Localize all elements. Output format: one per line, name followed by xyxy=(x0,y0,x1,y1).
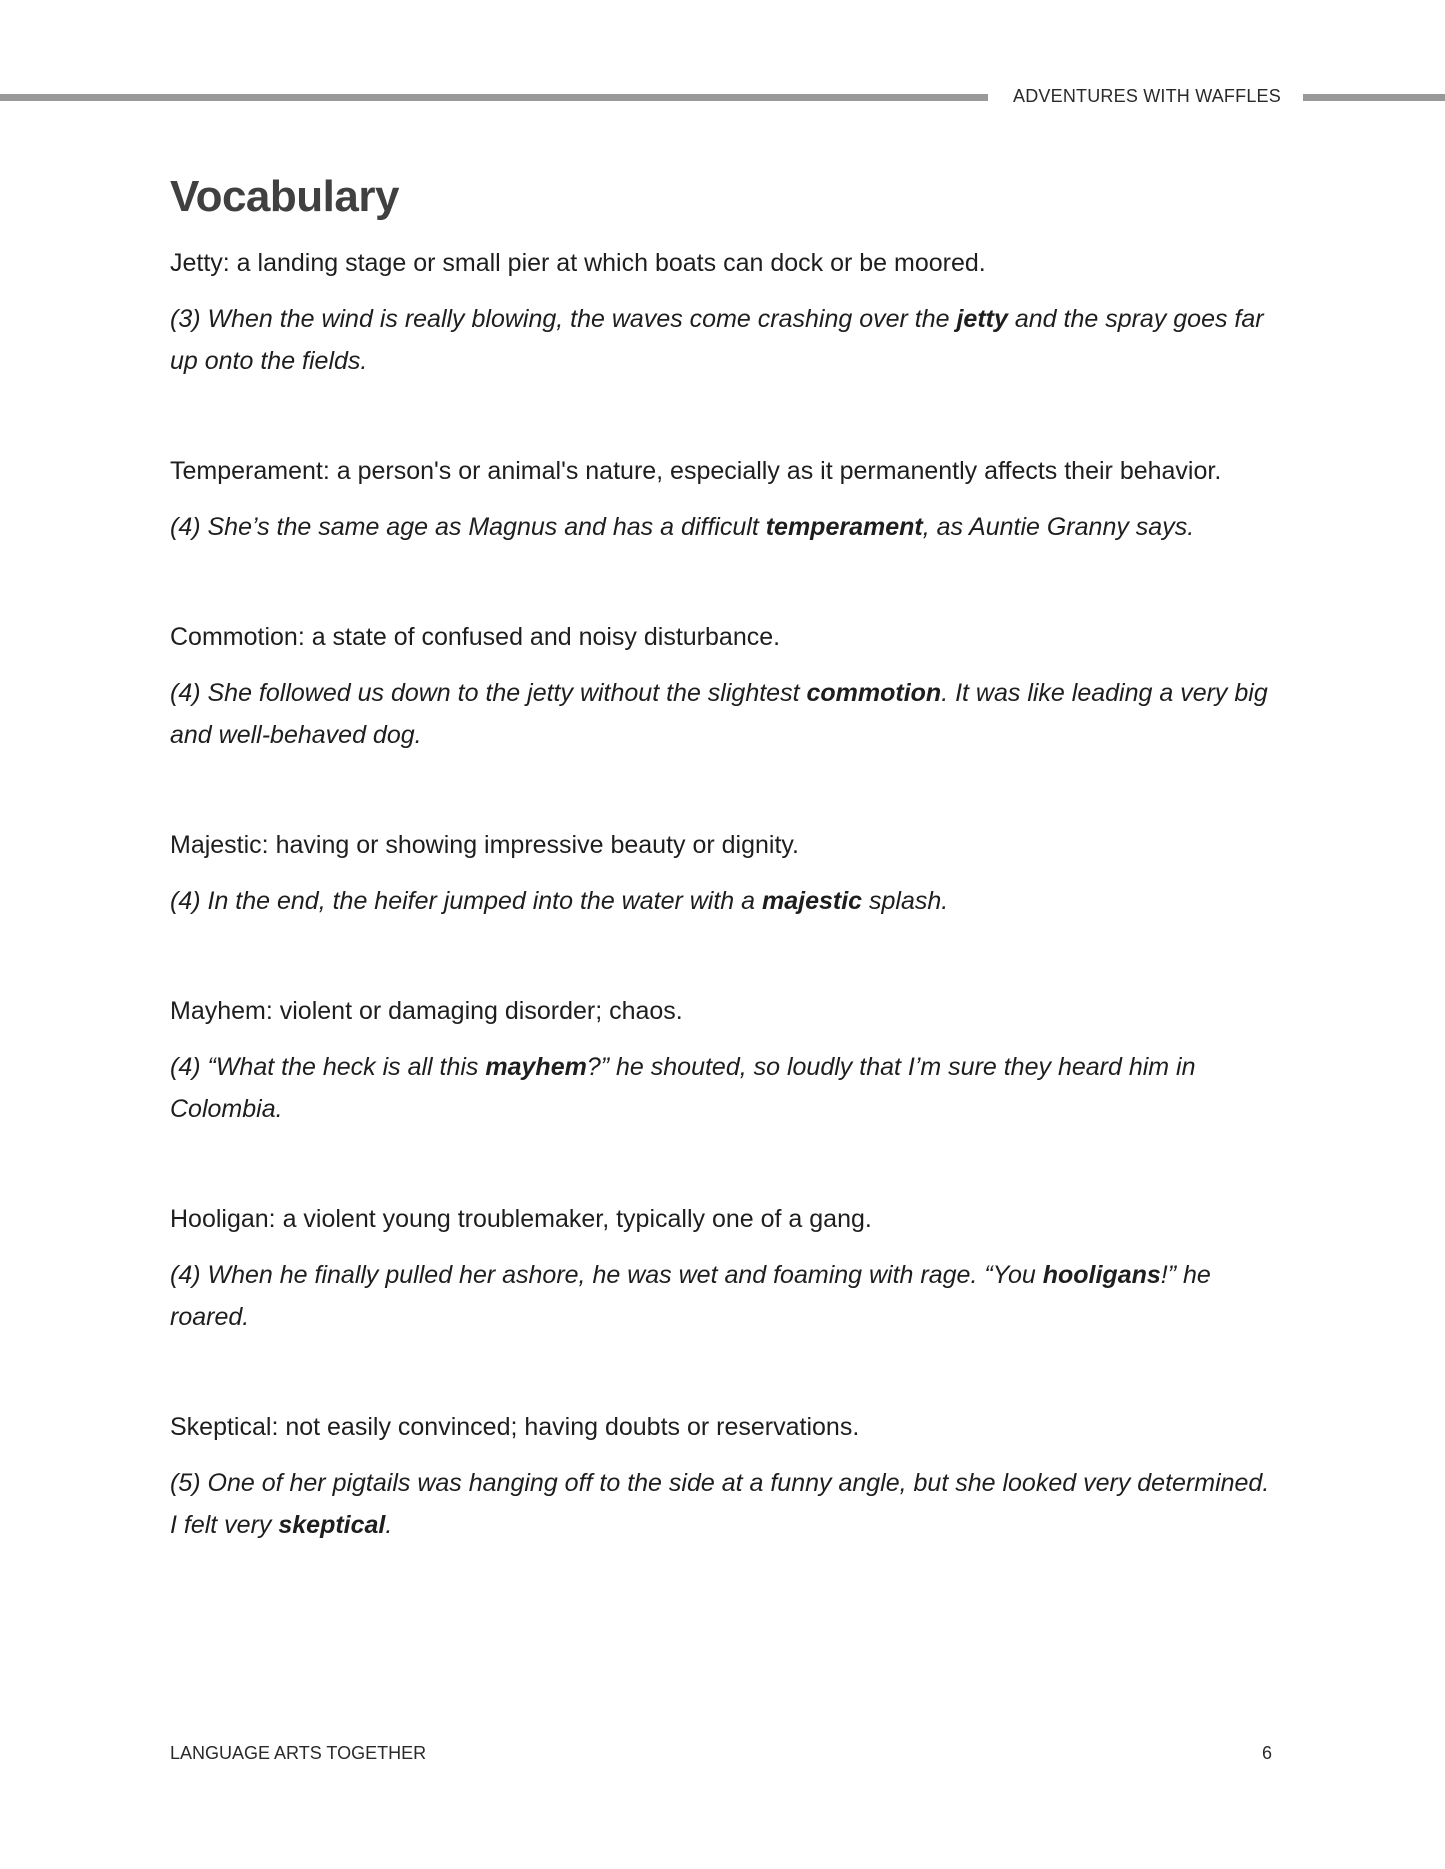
example-text: , as Auntie Granny says. xyxy=(922,513,1195,541)
example-sentence xyxy=(170,506,1280,548)
example-text: . xyxy=(385,1511,393,1539)
vocab-entry-majestic xyxy=(170,824,1280,922)
vocab-word: jetty xyxy=(956,305,1008,333)
definition: Hooligan: a violent young troublemaker, typically one of a gang. xyxy=(170,1205,872,1233)
example-text: (4) In the end, the heifer jumped into the water with a xyxy=(170,887,763,915)
example-sentence xyxy=(170,1462,1280,1546)
example-text: !” he roared. xyxy=(170,1261,1211,1331)
definition: Temperament: a person's or animal's nature, especially as it permanently affects their behavior. xyxy=(170,457,1222,485)
definition: Mayhem: violent or damaging disorder; chaos. xyxy=(170,997,683,1025)
page-title: Vocabulary xyxy=(170,172,399,221)
vocab-entry-jetty xyxy=(170,242,1280,382)
definition: Jetty: a landing stage or small pier at which boats can dock or be moored. xyxy=(170,249,986,277)
definition: Majestic: having or showing impressive beauty or dignity. xyxy=(170,831,799,859)
vocab-word: temperament xyxy=(765,513,923,541)
vocab-entry-mayhem xyxy=(170,990,1280,1130)
running-header-title: ADVENTURES WITH WAFFLES xyxy=(1013,86,1281,106)
header-rule-right xyxy=(1303,94,1445,101)
vocab-word: mayhem xyxy=(485,1053,587,1081)
example-text: splash. xyxy=(862,887,949,915)
vocab-word: hooligans xyxy=(1042,1261,1161,1289)
vocab-entry-hooligan xyxy=(170,1198,1280,1338)
vocab-entry-temperament xyxy=(170,450,1280,548)
example-text: (4) She followed us down to the jetty without the slightest xyxy=(170,679,807,707)
definition: Skeptical: not easily convinced; having doubts or reservations. xyxy=(170,1413,860,1441)
vocab-word: skeptical xyxy=(278,1511,386,1539)
example-sentence xyxy=(170,298,1280,382)
example-text: (3) When the wind is really blowing, the waves come crashing over the xyxy=(170,305,957,333)
vocab-word: commotion xyxy=(806,679,942,707)
example-sentence xyxy=(170,1254,1280,1338)
running-footer-title: LANGUAGE ARTS TOGETHER xyxy=(170,1743,427,1763)
example-text: (4) She’s the same age as Magnus and has a difficult xyxy=(170,513,766,541)
header-rule-left xyxy=(0,94,988,101)
vocab-entry-commotion xyxy=(170,616,1280,756)
example-text: ?” he shouted, so loudly that I’m sure they heard him in Colombia. xyxy=(170,1053,1196,1123)
example-text: and the spray goes far up onto the fields. xyxy=(170,305,1264,375)
example-text: (4) When he finally pulled her ashore, he was wet and foaming with rage. “You xyxy=(170,1261,1043,1289)
example-text: . It was like leading a very big and well-behaved dog. xyxy=(170,679,1268,749)
example-text: (5) One of her pigtails was hanging off to the side at a funny angle, but she looked very determined. I felt very xyxy=(170,1469,1270,1539)
page-number: 6 xyxy=(1262,1743,1273,1763)
definition: Commotion: a state of confused and noisy disturbance. xyxy=(170,623,781,651)
vocab-word: majestic xyxy=(762,887,863,915)
example-sentence xyxy=(170,880,1280,922)
vocab-entry-skeptical xyxy=(170,1406,1280,1546)
vocabulary-list xyxy=(170,242,1280,1614)
example-text: (4) “What the heck is all this xyxy=(170,1053,486,1081)
example-sentence xyxy=(170,672,1280,756)
example-sentence xyxy=(170,1046,1280,1130)
